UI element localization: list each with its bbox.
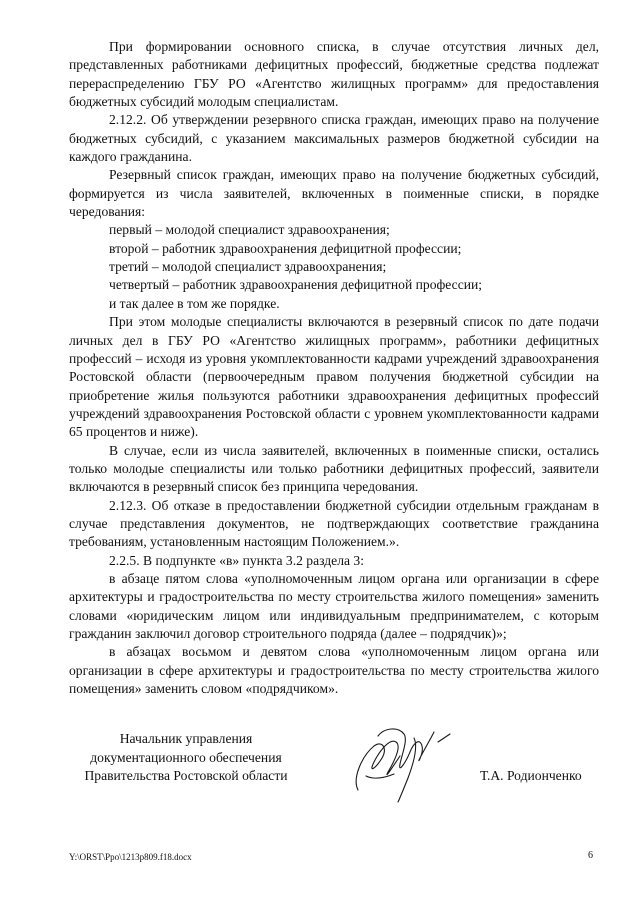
list-item-fourth: четвертый – работник здравоохранения дефицитной профессии; [109, 277, 483, 293]
file-path: Y:\ORST\Ppo\1213p809.f18.docx [69, 852, 192, 862]
list-item-third: третий – молодой специалист здравоохранения; [109, 259, 387, 275]
signatory-name: Т.А. Родионченко [480, 768, 582, 783]
paragraph-inclusion-order: При этом молодые специалисты включаются в резервный список по дате подачи личных дел в ГБУ РО «Агентство жилищных программ», работники дефицитных профессий – исходя из уровня укомплектованности кадрами учреждений здравоохранения Ростовской области (первоочередным правом получения бюджетной субсидии на приобретение жилья пользуются работники здравоохранения дефицитных профессий учреждений здравоохранения Ростовской области с уровнем укомплектованности кадрами 65 процентов и ниже). [69, 314, 599, 440]
paragraph-eighth-ninth-abzac: в абзацах восьмом и девятом слова «уполномоченным лицом органа или организации в сфере архитектуры и градостроительства по месту строительства жилого помещения» заменить словом «подрядчиком». [69, 644, 599, 697]
page-number: 6 [588, 850, 593, 861]
signatory-title-line1: Начальник управления [119, 731, 253, 746]
paragraph-reserve-list: Резервный список граждан, имеющих право на получение бюджетных субсидий, формируется из числа заявителей, включенных в поименные списки, в порядке чередования: [69, 167, 599, 220]
paragraph-main-list: При формировании основного списка, в случае отсутствия личных дел, представленных работниками дефицитных профессий, бюджетные средства подлежат перераспределению ГБУ РО «Агентство жилищных программ» для предоставления бюджетных субсидий молодым специалистам. [69, 39, 599, 110]
list-item-and-so-on: и так далее в том же порядке. [109, 295, 280, 311]
paragraph-no-alternation: В случае, если из числа заявителей, включенных в поименные списки, остались только молодые специалисты или только работники дефицитных профессий, заявители включаются в резервный список без принципа чередования. [69, 442, 599, 495]
signatory-title-line2: документационного обеспечения [90, 749, 282, 765]
paragraph-2-12-2: 2.12.2. Об утверждении резервного списка граждан, имеющих право на получение бюджетных субсидий, с указанием максимальных размеров бюджетной субсидии на каждого гражданина. [69, 112, 599, 165]
handwritten-signature [344, 718, 454, 803]
signatory-title-line3: Правительства Ростовской области [84, 768, 288, 784]
paragraph-2-2-5: 2.2.5. В подпункте «в» пункта 3.2 раздела 3: [109, 552, 364, 568]
paragraph-2-12-3: 2.12.3. Об отказе в предоставлении бюджетной субсидии отдельным гражданам в случае представления документов, не подтверждающих соответствие гражданина требованиям, установленным настоящим Положением.». [69, 497, 599, 550]
list-item-second: второй – работник здравоохранения дефицитной профессии; [109, 240, 462, 256]
list-item-first: первый – молодой специалист здравоохранения; [109, 222, 390, 238]
signatory-title [70, 730, 302, 786]
paragraph-fifth-abzac: в абзаце пятом слова «уполномоченным лицом органа или организации в сфере архитектуры и градостроительства по месту строительства жилого помещения» заменить словами «юридическим лицом или индивидуальным предпринимателем, с которым гражданин заключил договор строительного подряда (далее – подрядчик)»; [69, 570, 599, 641]
document-body [69, 38, 599, 698]
